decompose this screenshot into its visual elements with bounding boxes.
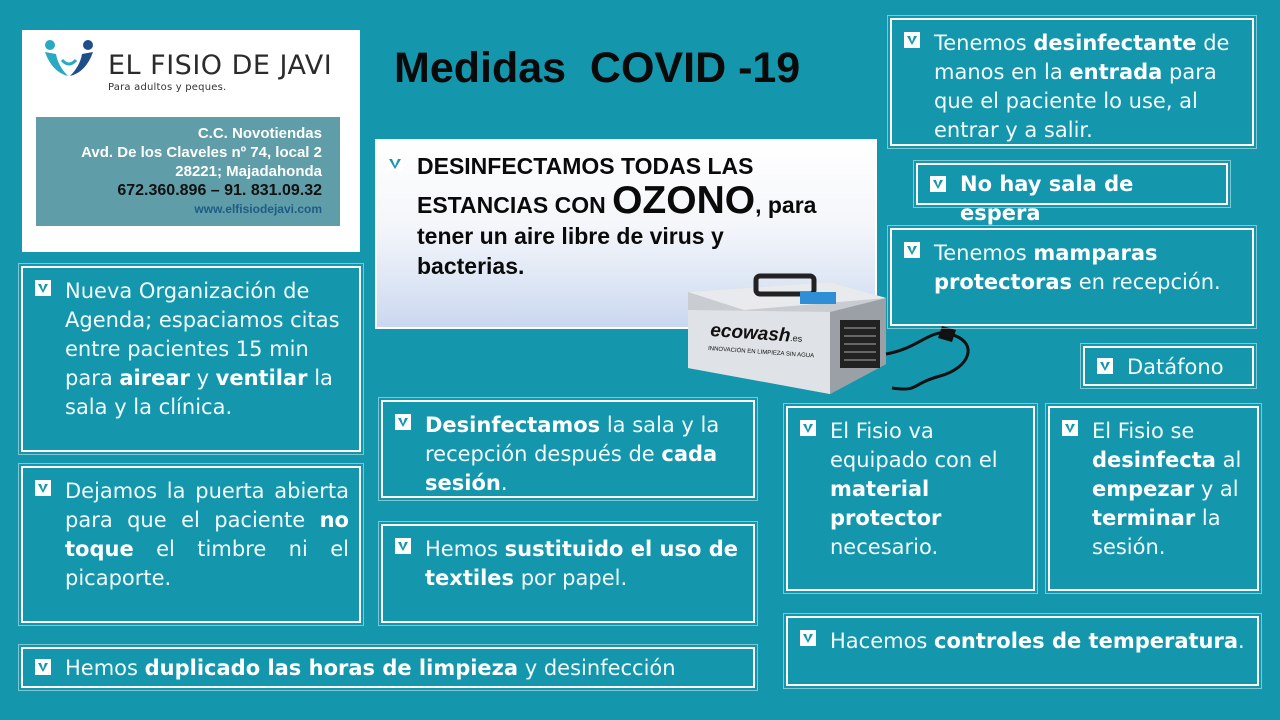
bold-text: desinfecta (1092, 448, 1216, 472)
heart-bullet-icon (800, 630, 816, 646)
door-box (21, 466, 361, 623)
text: la sala y la clínica. (65, 366, 333, 419)
heart-bullet-icon (904, 242, 920, 258)
text: el timbre ni el picaporte. (65, 537, 349, 590)
waiting-room-box (916, 163, 1228, 225)
bold-text: entrada (1069, 60, 1163, 84)
text: y (189, 366, 216, 390)
page-title: Medidas COVID -19 (394, 44, 801, 92)
machine-slogan: INNOVACIÓN EN LIMPIEZA SIN AGUA (707, 346, 815, 360)
card-terminal-box (1083, 346, 1254, 386)
logo-tagline: Para adultos y peques. (108, 82, 227, 93)
text: al (1215, 448, 1242, 472)
text: por papel. (514, 566, 628, 590)
ozone-line3: tener un aire libre de virus y (417, 223, 724, 249)
two-figures-logo-icon (42, 38, 96, 84)
bold-text: material protector (830, 477, 942, 530)
address-web: www.elfisiodejavi.com (194, 202, 322, 216)
bold-text: desinfectante (1033, 31, 1197, 55)
text: en recepción. (1072, 270, 1221, 294)
text: El Fisio va equipado con el (830, 419, 998, 472)
logo-name: EL FISIO DE JAVI (108, 50, 333, 81)
heart-bullet-icon (1097, 358, 1113, 374)
text: Tenemos (934, 31, 1034, 55)
bold-text: cada sesión (425, 442, 718, 495)
bold-text: airear (119, 366, 190, 390)
text: de manos en la (934, 31, 1230, 84)
text: Datáfono (1127, 355, 1224, 379)
text: la sesión. (1092, 506, 1221, 559)
text: necesario. (830, 535, 939, 559)
heart-bullet-icon (1062, 420, 1078, 436)
equipment-box (786, 406, 1035, 591)
text: Hemos (425, 537, 505, 561)
heart-bullet-icon (930, 176, 946, 192)
cleaning-box (21, 647, 755, 688)
text: . (1238, 629, 1245, 653)
text: Tenemos (934, 241, 1034, 265)
heart-bullet-icon (904, 32, 920, 48)
address-line3: 28221; Majadahonda (175, 163, 322, 180)
bold-text: ventilar (215, 366, 308, 390)
temperature-box (786, 616, 1259, 686)
bold-text: terminar (1092, 506, 1196, 530)
heart-bullet-icon (35, 280, 51, 296)
ozone-keyword: OZONO (612, 179, 756, 222)
bold-text: mamparas protectoras (934, 241, 1158, 294)
ozone-line1: DESINFECTAMOS TODAS LAS (417, 153, 754, 179)
bold-text: empezar (1092, 477, 1195, 501)
textiles-box (381, 524, 755, 623)
ozone-text: ESTANCIAS CON (417, 192, 613, 218)
bold-text: no toque (65, 508, 349, 561)
bold-text: Desinfectamos (425, 413, 601, 437)
address-line1: C.C. Novotiendas (197, 125, 322, 142)
heart-bullet-icon (395, 414, 411, 430)
room-box (381, 400, 755, 498)
heart-bullet-icon (35, 659, 51, 675)
text: El Fisio se (1092, 419, 1195, 443)
text: para que el paciente lo use, al entrar y a salir. (934, 60, 1217, 142)
text: y desinfección (518, 656, 676, 680)
text: y al (1194, 477, 1239, 501)
text: . (500, 471, 508, 495)
bold-text: controles de temperatura (934, 629, 1239, 653)
logo-card (22, 30, 360, 252)
bold-text: No hay sala de espera (960, 172, 1134, 225)
text: Hemos (65, 656, 145, 680)
session-box (1048, 406, 1259, 591)
machine-brand-suffix: .es (789, 333, 803, 344)
ozone-line2 (417, 181, 855, 221)
bold-text: duplicado las horas de limpieza (144, 656, 519, 680)
screens-box (890, 228, 1254, 326)
heart-bullet-icon (800, 420, 816, 436)
address-block (36, 117, 340, 226)
agenda-box (21, 266, 361, 452)
text: la sala y la recepción después de (425, 413, 720, 466)
text: Nueva Organización de Agenda; espaciamos citas entre pacientes 15 min para (65, 279, 340, 390)
sanitizer-box (890, 18, 1254, 146)
ozone-line4: bacterias. (417, 253, 525, 279)
ozone-text: , para (755, 192, 817, 218)
heart-bullet-icon (35, 480, 51, 496)
text: Hacemos (830, 629, 935, 653)
heart-bullet-icon (395, 538, 411, 554)
text: Dejamos la puerta abierta para que el paciente (65, 479, 349, 532)
heart-bullet-icon (387, 155, 403, 171)
address-phone: 672.360.896 – 91. 831.09.32 (117, 182, 322, 199)
address-line2: Avd. De los Claveles nº 74, local 2 (81, 144, 322, 161)
machine-brand: ecowash (709, 320, 792, 347)
bold-text: sustituido el uso de textiles (425, 537, 738, 590)
